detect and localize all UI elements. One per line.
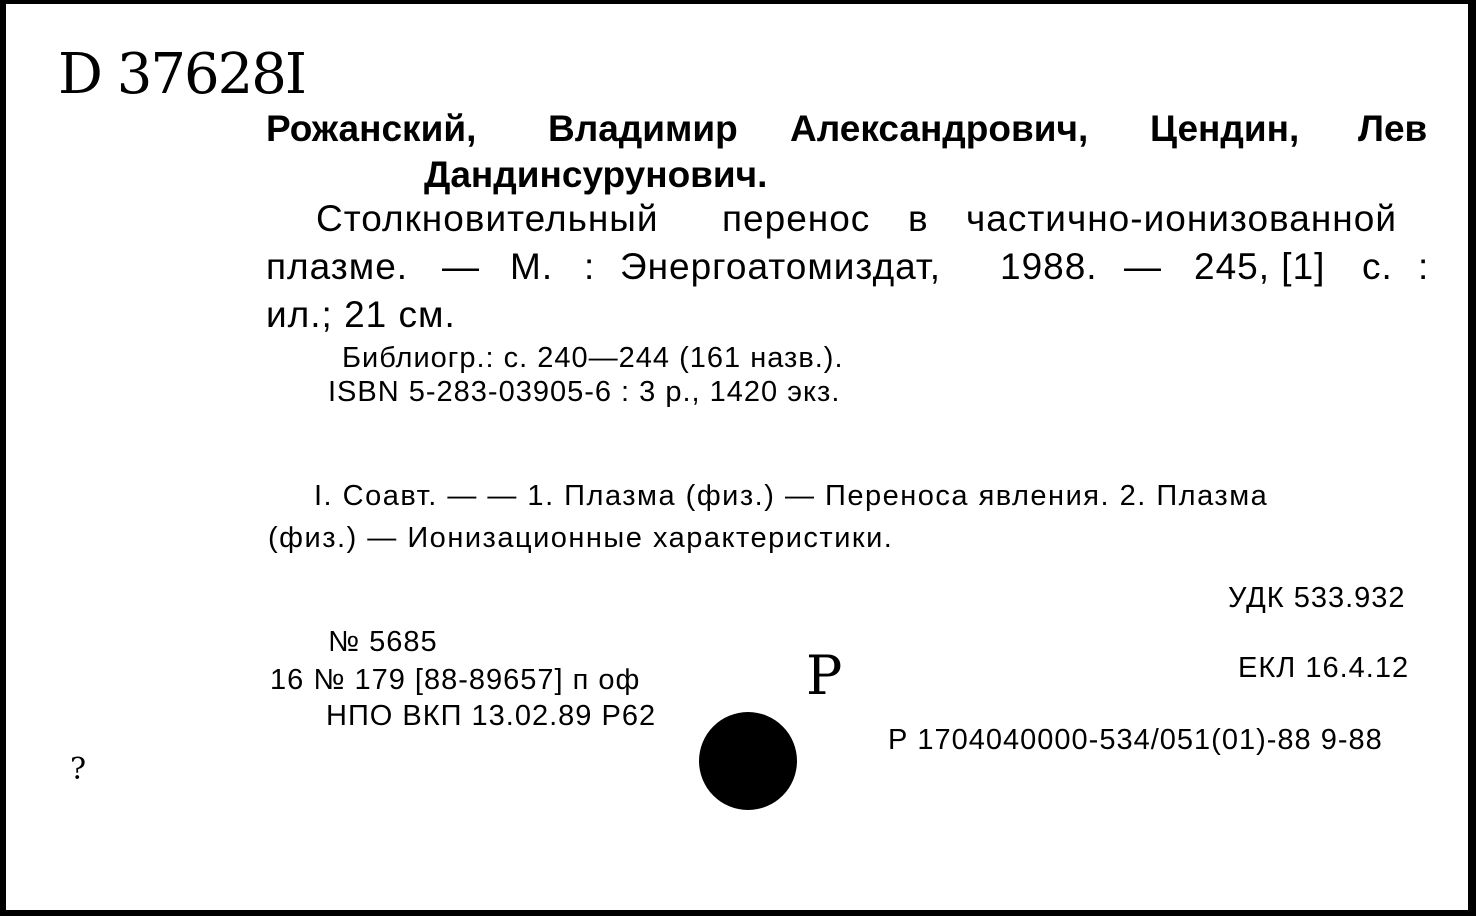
title-word: 245, [1] bbox=[1194, 246, 1326, 287]
registry-number: № 5685 bbox=[328, 626, 438, 658]
author-word: Лев bbox=[1358, 108, 1428, 149]
author-word: Владимир bbox=[548, 108, 738, 149]
title-line-3: ил.; 21 см. bbox=[266, 294, 456, 335]
title-word: : bbox=[584, 246, 596, 287]
title-word: Столкновительный bbox=[316, 198, 659, 239]
npo-line: НПО ВКП 13.02.89 Р62 bbox=[326, 700, 657, 732]
isbn-line: ISBN 5-283-03905-6 : 3 р., 1420 экз. bbox=[328, 376, 841, 408]
title-word: М. bbox=[510, 246, 554, 287]
subjects-line-1: I. Соавт. — — 1. Плазма (физ.) — Переноса явления. 2. Плазма bbox=[314, 480, 1269, 512]
title-word: в bbox=[908, 198, 929, 239]
punch-hole bbox=[699, 712, 797, 810]
author-word: Александрович, bbox=[790, 108, 1089, 149]
pencil-mark-left: ? bbox=[70, 752, 87, 787]
udk-code: УДК 533.932 bbox=[1228, 582, 1406, 614]
title-word: 1988. bbox=[1000, 246, 1098, 287]
title-word: перенос bbox=[722, 198, 871, 239]
classification-code: Р 1704040000-534/051(01)-88 9-88 bbox=[888, 724, 1383, 756]
title-word: — bbox=[1124, 246, 1162, 287]
handwritten-call-number: D 37628I bbox=[58, 42, 305, 107]
pencil-mark-right: P bbox=[806, 644, 843, 707]
title-word: частично-ионизованной bbox=[966, 198, 1397, 239]
author-word: Цендин, bbox=[1150, 108, 1300, 149]
author-word: Рожанский, bbox=[266, 108, 477, 149]
card-edge bbox=[1468, 0, 1476, 916]
title-word: плазме. bbox=[266, 246, 409, 287]
ekl-code: ЕКЛ 16.4.12 bbox=[1238, 652, 1410, 684]
title-word: — bbox=[442, 246, 480, 287]
title-word: : bbox=[1418, 246, 1430, 287]
author-line-2: Дандинсурунович. bbox=[424, 154, 768, 195]
title-word: Энергоатомиздат, bbox=[620, 246, 942, 287]
bibliography-note: Библиогр.: с. 240—244 (161 назв.). bbox=[342, 342, 844, 374]
order-line: 16 № 179 [88-89657] п оф bbox=[270, 664, 641, 696]
subjects-line-2: (физ.) — Ионизационные характеристики. bbox=[268, 522, 894, 554]
title-word: с. bbox=[1362, 246, 1393, 287]
